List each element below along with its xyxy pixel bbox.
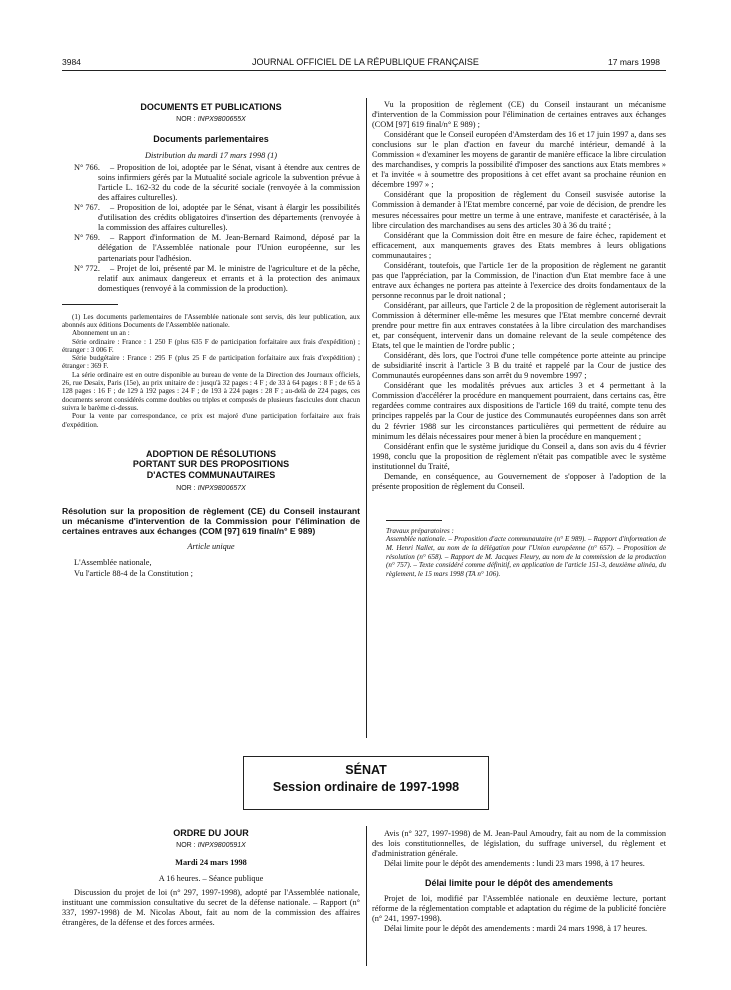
paragraph: Considérant que le Conseil européen d'Amsterdam des 16 et 17 juin 1997 a, dans ses conclusions sur le plan d'action en faveur du marché intérieur, demandé à la Commission « d'examiner les moyens de garantir de manière efficace la libre circulation des marchandises, y compris la possibilité d'imposer des sanctions aux Etats membres » et l'a invitée « à soumettre des propositions à cet effet avant sa prochaine réunion en décembre 1997 » ; (372, 130, 666, 190)
list-item: N° 772. – Projet de loi, présenté par M. le ministre de l'agriculture et de la pêche, relatif aux animaux dangereux et errants et à la protection des animaux domestiques (renvoyé à la commission de la production). (74, 263, 360, 293)
resolution-title: Résolution sur la proposition de règlement (CE) du Conseil instaurant un mécanisme d'intervention de la Commission pour l'élimination de certaines entraves aux échanges (COM [97] 619 final/n° E 989) (62, 506, 360, 537)
paragraph: Délai limite pour le dépôt des amendements : mardi 24 mars 1998, à 17 heures. (384, 924, 648, 934)
ordre-nor: NOR : INPX9800591X (176, 842, 246, 849)
section-title: DOCUMENTS ET PUBLICATIONS (140, 102, 282, 112)
ordre-title: ORDRE DU JOUR (173, 828, 249, 838)
paragraph: Considérant, toutefois, que l'article 1er de la proposition de règlement ne garantit pas que l'appréciation, par la Commission, de l'inaction d'un Etat membre face à une entrave aux échanges ne portera pas atteinte à l'exercice des droits fondamentaux de la personne reconnus par le droit national ; (372, 260, 666, 300)
paragraph: Considérant, par ailleurs, que l'article 2 de la proposition de règlement autoriserait la Commission à déterminer elle-même les mesures que l'Etat membre concerné devrait prendre pour mettre fin aux entraves constatées à la libre circulation des marchandises et, par conséquent, intervenir dans un domaine relevant de la seule compétence des Etats, tel que le maintien de l'ordre public ; (372, 300, 666, 351)
ordre-du-jour (62, 828, 360, 928)
list-item: N° 769. – Rapport d'information de M. Jean-Bernard Raimond, déposé par la délégation de l'Assemblée nationale pour l'Union européenne, sur les partenariats pour l'adhésion. (74, 233, 360, 263)
subsection-title: Documents parlementaires (153, 134, 269, 145)
article-unique: Article unique (187, 542, 235, 552)
paragraph: Considérant, dès lors, que l'octroi d'une telle compétence porte atteinte au principe de subsidiarité inscrit à l'article 3 B du traité et rappelé par la Cour de justice des Communautés européennes dans son arrêt du 9 novembre 1997 ; (372, 351, 666, 381)
left-column (62, 100, 360, 579)
footnote-rule (62, 304, 118, 305)
delai-title: Délai limite pour le dépôt des amendements (424, 878, 614, 889)
paragraph: Avis (n° 327, 1997-1998) de M. Jean-Paul Amoudry, fait au nom de la commission des lois constitutionnelles, de législation, du suffrage universel, du règlement et d'administration générale. (372, 829, 666, 859)
paragraph: Considérant que la proposition de règlement du Conseil susvisée autorise la Commission à demander à l'Etat membre concerné, par voie de décision, de prendre les mesures nécessaires pour mettre un terme à une entrave, manifeste et caractérisée, à la libre circulation des marchandises au sens des articles 30 à 36 du traité ; (372, 190, 666, 230)
right-column (372, 100, 666, 578)
adoption-nor: NOR : INPX9800657X (176, 485, 246, 493)
footnote: (1) Les documents parlementaires de l'Assemblée nationale sont servis, dès leur publication, aux abonnés aux éditions Documents de l'Assemblée nationale. Abonnement un an : Série ordinaire : France : 1 250 F (plus 635 F de participation forfaitaire aux frais d'expédition) ; étranger : 3 006 F. Série budgétaire : France : 295 F (plus 25 F de participation forfaitaire aux frais d'expédition) ; étranger : 369 F. La série ordinaire est en outre disponible au bureau de vente de la Direction des Journaux officiels, 26, rue Desaix, Paris (15e), au prix unitaire de : jusqu'à 32 pages : 4 F ; de 33 à 64 pages : 8 F ; de 65 à 128 pages : 16 F ; de 129 à 192 pages : 24 F ; de 193 à 224 pages : 28 F ; au-delà de 224 pages, ces documents seront considérés comme doubles ou triples et composés de plusieurs fascicules dont chacun suivra le barème ci-dessus. Pour la vente par correspondance, ce prix est majoré d'une participation forfaitaire aux frais d'expédition. (62, 312, 360, 429)
paragraph: Considérant que les modalités prévues aux articles 3 et 4 permettant à la Commission d'accélérer la procédure en manquement pourraient, dans certains cas, être regardées comme contraires aux dispositions de l'article 169 du traité, compte tenu des principes rappelés par la Cour de justice des Communautés européennes dans son arrêt du 2 février 1988 sur les circonstances particulières qui permettent de réduire au minimum les délais nécessaires pour mener à bien la procédure en manquement ; (372, 381, 666, 441)
list-item: N° 767. – Proposition de loi, adoptée par le Sénat, visant à élargir les possibilités d'utilisation des crédits obligatoires d'insertion des départements (renvoyée à la commission des affaires culturelles). (74, 203, 360, 233)
resolution-line: Vu l'article 88-4 de la Constitution ; (74, 568, 193, 578)
paragraph: Considérant que la Commission doit être en mesure de faire échec, rapidement et efficacement, aux manquements graves des Etats membres à leurs obligations communautaires ; (372, 230, 666, 260)
ordre-time: A 16 heures. – Séance publique (158, 874, 264, 884)
page-number: 3984 (62, 57, 81, 67)
paragraph: Considérant enfin que le système juridique du Conseil a, dans son avis du 4 février 1998, conclu que la proposition de règlement n'était pas compatible avec le système institutionnel du Traité, (372, 441, 666, 471)
paragraph: Délai limite pour le dépôt des amendements : lundi 23 mars 1998, à 17 heures. (384, 859, 645, 869)
header-date: 17 mars 1998 (608, 57, 660, 67)
nor-reference: NOR : INPX9800655X (176, 116, 246, 123)
column-separator-lower (366, 826, 367, 966)
distribution-line: Distribution du mardi 17 mars 1998 (1) (145, 151, 277, 161)
list-item: N° 766. – Proposition de loi, adoptée par le Sénat, visant à étendre aux centres de soins infirmiers gérés par la Mutualité sociale agricole la subvention prévue à l'article L. 162-32 du code de la sécurité sociale (renvoyée à la commission des affaires culturelles). (74, 163, 360, 203)
header-rule (62, 70, 666, 71)
resolution-line: L'Assemblée nationale, (74, 558, 152, 568)
adoption-title: ADOPTION DE RÉSOLUTIONS PORTANT SUR DES PROPOSITIONS D'ACTES COMMUNAUTAIRES (132, 448, 290, 480)
travaux-preparatoires: Travaux préparatoires : Assemblée nationale. – Proposition d'acte communautaire (n° E 989). – Rapport d'information de M. Henri Nallet, au nom de la délégation pour l'Union européenne (n° 657). – Proposition de résolution (n° 658). – Rapport de M. Jacques Fleury, au nom de la commission de la production (n° 757). – Texte considéré comme définitif, en application de l'article 151-3, deuxième alinéa, du règlement, le 15 mars 1998 (TA n° 106). (386, 526, 666, 578)
ordre-date: Mardi 24 mars 1998 (175, 858, 247, 868)
journal-title: JOURNAL OFFICIEL DE LA RÉPUBLIQUE FRANÇAISE (252, 57, 479, 67)
bottom-right-column (372, 829, 666, 934)
paragraph: Projet de loi, modifié par l'Assemblée nationale en deuxième lecture, portant réforme de la réglementation comptable et adaptation du régime de la publicité foncière (n° 241, 1997-1998). (372, 894, 666, 924)
column-separator (366, 98, 367, 738)
paragraph: Discussion du projet de loi (n° 297, 1997-1998), adopté par l'Assemblée nationale, instituant une commission consultative du secret de la défense nationale. – Rapport (n° 337, 1997-1998) de M. Nicolas About, fait au nom de la commission des affaires étrangères, de la défense et des forces armées. (62, 888, 360, 928)
senat-banner (243, 756, 489, 810)
senat-title: SÉNAT (345, 763, 387, 777)
senat-subtitle: Session ordinaire de 1997-1998 (272, 780, 460, 794)
paragraph: Demande, en conséquence, au Gouvernement de s'opposer à l'adoption de la présente proposition de règlement du Conseil. (372, 471, 666, 491)
travaux-rule (386, 520, 442, 521)
paragraph: Vu la proposition de règlement (CE) du Conseil instaurant un mécanisme d'intervention de la Commission pour l'élimination de certaines entraves aux échanges (COM [97] 619 final/n° E 989) ; (372, 100, 666, 130)
